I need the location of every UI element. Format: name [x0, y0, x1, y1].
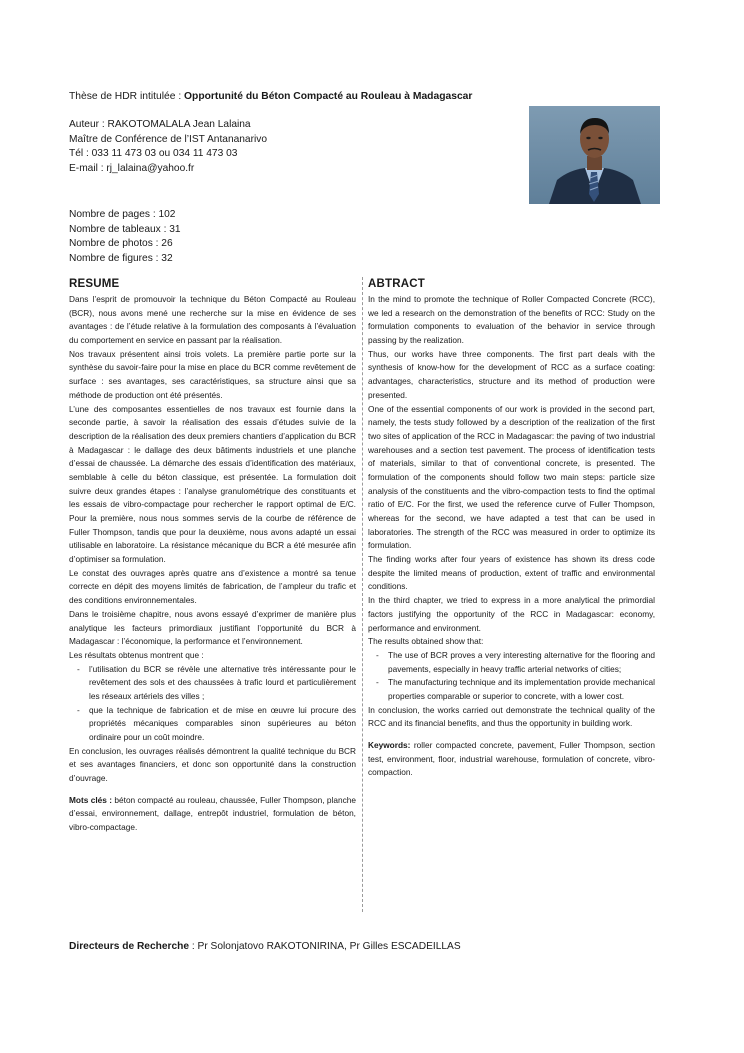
abstract-conclusion: In conclusion, the works carried out demonstrate the technical quality of the RCC and its financial benefits, and thus the opportunity in building work.: [368, 704, 655, 729]
resume-conclusion: En conclusion, les ouvrages réalisés démontrent la qualité technique du BCR et ses avantages financiers, et donc son opportunité dans la construction d’ouvrage.: [69, 745, 356, 784]
abstract-keywords: [368, 739, 655, 780]
author-position: Maître de Conférence de l’IST Antananarivo: [69, 133, 268, 145]
resume-paragraph: Le constat des ouvrages après quatre ans d’existence a montré sa tenue correcte en dépit des moyens limités de fabrication, de l’ampleur du trafic et des conditions environnementales.: [69, 567, 356, 606]
list-item: - l’utilisation du BCR se révèle une alternative très intéressante pour le revêtement des sols et des chaussées à trafic lourd et particulièrement les réseaux artériels des villes ;: [69, 663, 356, 704]
resume-paragraph: Nos travaux présentent ainsi trois volets. La première partie porte sur la synthèse du savoir-faire pour la mise en place du BCR comme revêtement de surface : ses avantages, ses caractéristiques, sa structure ainsi que sa méthode de production ont été présentés.: [69, 348, 356, 400]
column-divider: [362, 277, 363, 912]
abstract-paragraph: One of the essential components of our work is provided in the second part, namely, the tests study followed by a description of the realization of the first two sites of application of the RCC in Madagascar: the paving of two industrial warehouses and a section test pavement. The process of identification tests of materials, similar to that of conventional concrete, is presented. The formulation of the components should follow two main steps: particle size analysis of the constituents and the vibro-compaction tests to find the optimal ratio of E/C. For the first, we used the reference curve of Fuller Thompson, whereas for the second, we have adapted a test that can be used in laboratories. The strength of the RCC was measured in order to optimize its formulation.: [368, 403, 655, 551]
keywords-text: roller compacted concrete, pavement, Fuller Thompson, section test, environment, floor, industrial warehouse, formulation of concrete, vibro-compaction.: [368, 740, 655, 778]
resume-column: [69, 277, 356, 835]
abstract-paragraph: Thus, our works have three components. The first part deals with the synthesis of know-how for the development of RCC as a surface coating: advantages, characteristics, structure and its method of production were presented.: [368, 348, 655, 400]
abstract-column: [368, 277, 655, 780]
abstract-paragraph: In the mind to promote the technique of Roller Compacted Concrete (RCC), we led a research on the demonstration of the benefits of RCC: Study on the formulation components to evaluation of the behavior in service through passing by the realization.: [368, 294, 655, 346]
resume-paragraph: Dans l’esprit de promouvoir la technique du Béton Compacté au Rouleau (BCR), nous avons mené une recherche sur la mise en évidence de ses avantages : de l’étude relative à la formulation des composants à l’évaluation du comportement en service en passant par la réalisation.: [69, 294, 356, 346]
abstract-paragraph: The finding works after four years of existence has shown its dress code despite the limited means of production, extent of traffic and environmental conditions.: [368, 554, 655, 592]
abstract-paragraph: In the third chapter, we tried to express in a more analytical the primordial factors justifying the opportunity of the RCC in Madagascar: economy, performance and environment.: [368, 595, 655, 633]
stat-photos: Nombre de photos : 26: [69, 238, 173, 249]
abstract-heading: ABTRACT: [368, 278, 425, 290]
research-directors: [69, 941, 689, 952]
stat-tables: Nombre de tableaux : 31: [69, 223, 181, 235]
author-phone: Tél : 033 11 473 03 ou 034 11 473 03: [69, 148, 238, 160]
keywords-label: Mots clés :: [69, 794, 113, 805]
resume-heading: RESUME: [69, 278, 120, 290]
author-photo: [529, 106, 660, 204]
stat-figures: Nombre de figures : 32: [69, 252, 173, 264]
thesis-prefix: Thèse de HDR intitulée :: [69, 91, 185, 102]
resume-keywords: [69, 794, 356, 835]
list-item: - The use of BCR proves a very interesting alternative for the flooring and pavements, especially in heavy traffic arterial networks of cities;: [368, 649, 655, 676]
thesis-title-line: [69, 91, 689, 102]
list-item: - The manufacturing technique and its implementation provide mechanical properties comparable or superior to concrete, with a lower cost.: [368, 676, 655, 703]
resume-paragraph: Les résultats obtenus montrent que :: [69, 649, 204, 660]
directors-label: Directeurs de Recherche: [69, 941, 190, 952]
document-stats: [69, 208, 369, 266]
abstract-paragraph: The results obtained show that:: [368, 636, 484, 647]
author-email: E-mail : rj_lalaina@yahoo.fr: [69, 163, 195, 175]
resume-results-list: [69, 663, 356, 745]
directors-names: : Pr Solonjatovo RAKOTONIRINA, Pr Gilles ESCADEILLAS: [189, 941, 461, 952]
keywords-label: Keywords:: [368, 740, 411, 750]
abstract-results-list: [368, 649, 655, 704]
author-name: Auteur : RAKOTOMALALA Jean Lalaina: [69, 119, 251, 130]
resume-paragraph: Dans le troisième chapitre, nous avons essayé d’exprimer de manière plus analytique les facteurs primordiaux justifiant l’opportunité du BCR à Madagascar : l’économique, la performance et l’environnement.: [69, 608, 356, 647]
keywords-text: béton compacté au rouleau, chaussée, Fuller Thompson, planche d’essai, environnement, dallage, entrepôt industriel, formulation de béton, vibro-compactage.: [69, 794, 356, 833]
stat-pages: Nombre de pages : 102: [69, 209, 176, 220]
thesis-title: Opportunité du Béton Compacté au Rouleau à Madagascar: [184, 91, 473, 102]
list-item: - que la technique de fabrication et de mise en œuvre lui procure des propriétés mécaniques comparables sinon supérieures au béton ordinaire pour un coût moindre.: [69, 704, 356, 745]
resume-paragraph: L’une des composantes essentielles de nos travaux est fournie dans la seconde partie, à savoir la réalisation des essais d’études suivie de la description de la réalisation des deux premiers chantiers d’application du BCR à Madagascar : le dallage des deux bâtiments industriels et une planche d’essai de chaussée. La démarche des essais d’identification des matériaux, semblable à celle du béton classique, est présentée. La formulation doit suivre deux grandes étapes : l’analyse granulométrique des constituants et les essais de vibro-compactage pour rechercher le rapport optimal de E/C. Pour la première, nous nous sommes servis de la courbe de référence de Fuller Thompson, tandis que pour la deuxième, nous avons adapté un essai utilisable en laboratoire. La résistance mécanique du BCR a été mesurée afin d’optimiser sa formulation.: [69, 403, 356, 565]
author-block: [69, 118, 469, 177]
